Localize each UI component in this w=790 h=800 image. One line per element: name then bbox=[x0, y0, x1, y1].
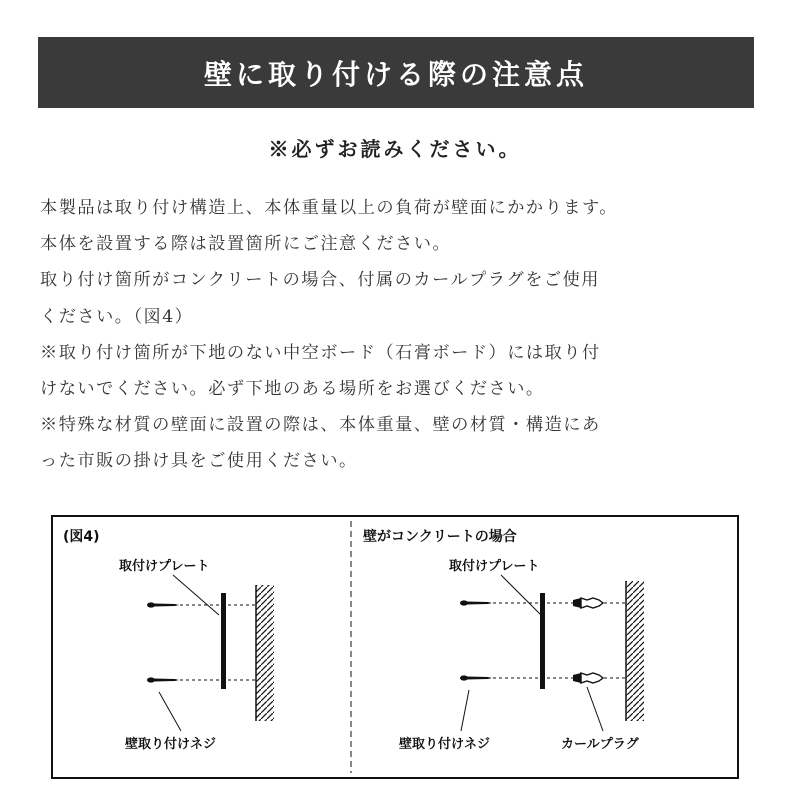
wall-plug-icon bbox=[573, 598, 603, 608]
instruction-line: 取り付け箇所がコンクリートの場合、付属のカールプラグをご使用 bbox=[40, 270, 600, 291]
instruction-line: けないでください。必ず下地のある場所をお選びください。 bbox=[40, 379, 545, 400]
figure-label: (図4) bbox=[63, 529, 100, 545]
page-title: 壁に取り付ける際の注意点 bbox=[203, 57, 588, 91]
instruction-line: ※特殊な材質の壁面に設置の際は、本体重量、壁の材質・構造にあ bbox=[40, 415, 601, 436]
instruction-line: 本製品は取り付け構造上、本体重量以上の負荷が壁面にかかります。 bbox=[40, 198, 618, 218]
mounting-diagram bbox=[51, 515, 739, 779]
instructions-text bbox=[40, 190, 760, 480]
instruction-line: った市販の掛け具をご使用ください。 bbox=[40, 451, 358, 472]
instruction-line: 本体を設置する際は設置箇所にご注意ください。 bbox=[40, 234, 452, 255]
screw-label-right: 壁取り付けネジ bbox=[399, 737, 491, 752]
instruction-line: ※取り付け箇所が下地のない中空ボード（石膏ボード）には取り付 bbox=[40, 342, 601, 363]
screw-pointer-left bbox=[159, 692, 181, 731]
concrete-case-title: 壁がコンクリートの場合 bbox=[363, 529, 517, 545]
wall-right bbox=[626, 581, 644, 721]
screw-pointer-right bbox=[461, 690, 469, 731]
plate-pointer-right bbox=[501, 575, 541, 615]
screw-icon bbox=[460, 600, 492, 605]
plug-label: カールプラグ bbox=[561, 737, 639, 752]
plug-pointer bbox=[587, 687, 603, 731]
mounting-plate-left bbox=[221, 593, 226, 689]
plate-label-right: 取付けプレート bbox=[449, 559, 540, 574]
wall-plug-icon bbox=[573, 673, 603, 683]
title-banner bbox=[38, 37, 754, 108]
notice-heading: ※必ずお読みください。 bbox=[268, 137, 522, 161]
wall-left bbox=[256, 585, 274, 721]
screw-icon bbox=[460, 675, 492, 680]
screw-icon bbox=[147, 602, 179, 607]
plate-label-left: 取付けプレート bbox=[119, 559, 210, 574]
plate-pointer-left bbox=[173, 575, 219, 615]
screw-label-left: 壁取り付けネジ bbox=[125, 737, 217, 752]
mounting-plate-right bbox=[540, 593, 545, 689]
screw-icon bbox=[147, 677, 179, 682]
instruction-line: ください。（図4） bbox=[40, 306, 194, 327]
